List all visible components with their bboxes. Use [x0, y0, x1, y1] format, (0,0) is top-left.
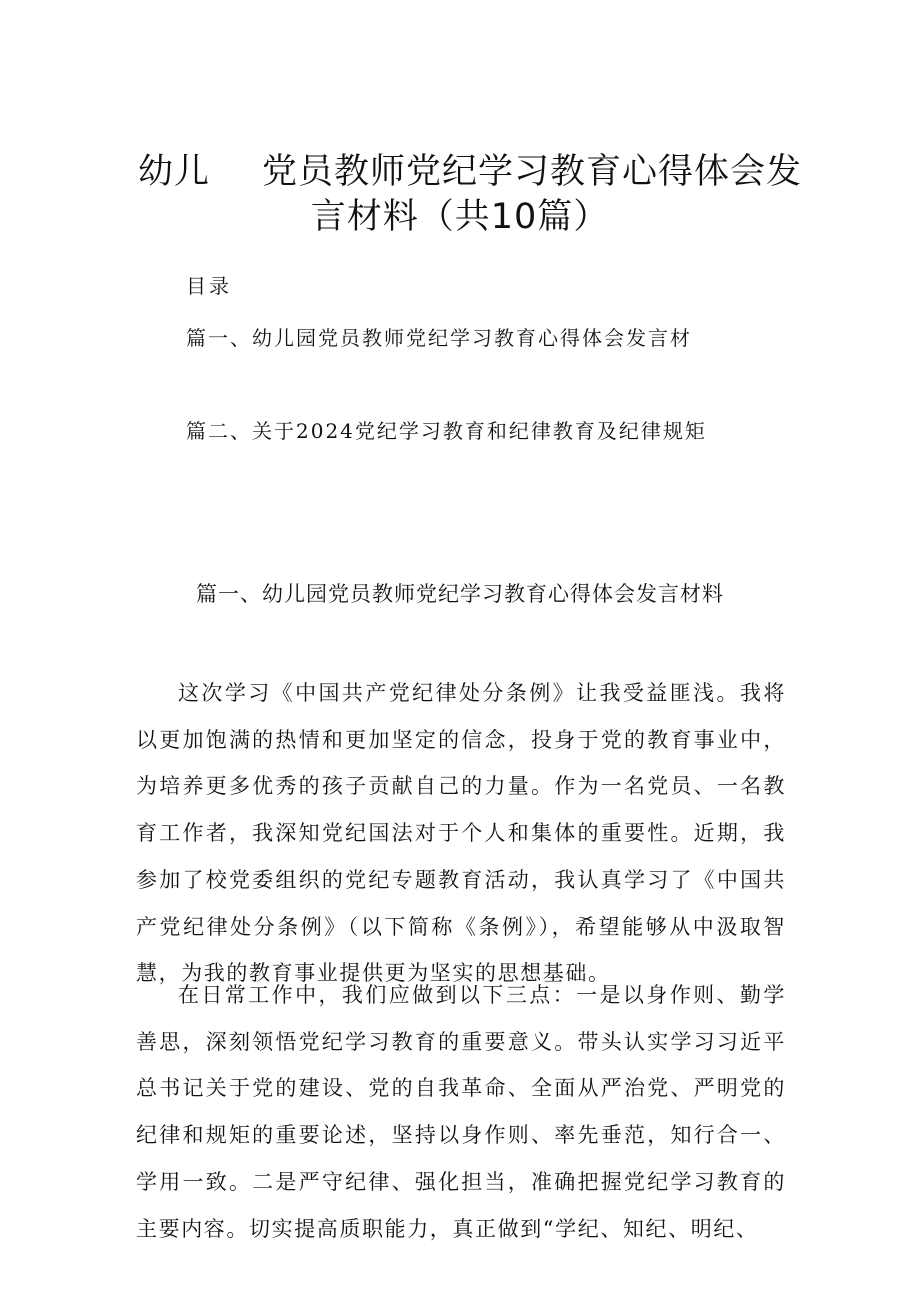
document-title-line-1: [10, 148, 920, 196]
title-part-1: 幼儿: [137, 152, 210, 192]
section-title: 篇一、幼儿园党员教师党纪学习教育心得体会发言材料: [196, 582, 724, 606]
document-title-line-2: 言材料（共10篇）: [310, 197, 610, 237]
toc-item-2[interactable]: 篇二、关于2024党纪学习教育和纪律教育及纪律规矩: [186, 419, 707, 443]
body-paragraph-2: 在日常工作中，我们应做到以下三点：一是以身作则、勤学善思，深刻领悟党纪学习教育的重要意义。带头认实学习习近平总书记关于党的建设、党的自我革命、全面从严治党、严明党的纪律和规矩的重要论述，坚持以身作则、率先垂范，知行合一、学用一致。二是严守纪律、强化担当，准确把握党纪学习教育的主要内容。切实提高质职能力，真正做到“学纪、知纪、明纪、: [136, 983, 786, 1241]
toc-heading: 目录: [186, 274, 232, 298]
body-paragraph-1: 这次学习《中国共产党纪律处分条例》让我受益匪浅。我将以更加饱满的热情和更加坚定的信念，投身于党的教育事业中，为培养更多优秀的孩子贡献自己的力量。作为一名党员、一名教育工作者，我深知党纪国法对于个人和集体的重要性。近期，我参加了校党委组织的党纪专题教育活动，我认真学习了《中国共产党纪律处分条例》（以下简称《条例》），希望能够从中汲取智慧，为我的教育事业提供更为坚实的思想基础。: [136, 681, 786, 986]
title-part-2: 党员教师党纪学习教育心得体会发: [262, 152, 803, 192]
toc-item-1[interactable]: 篇一、幼儿园党员教师党纪学习教育心得体会发言材: [186, 326, 692, 350]
